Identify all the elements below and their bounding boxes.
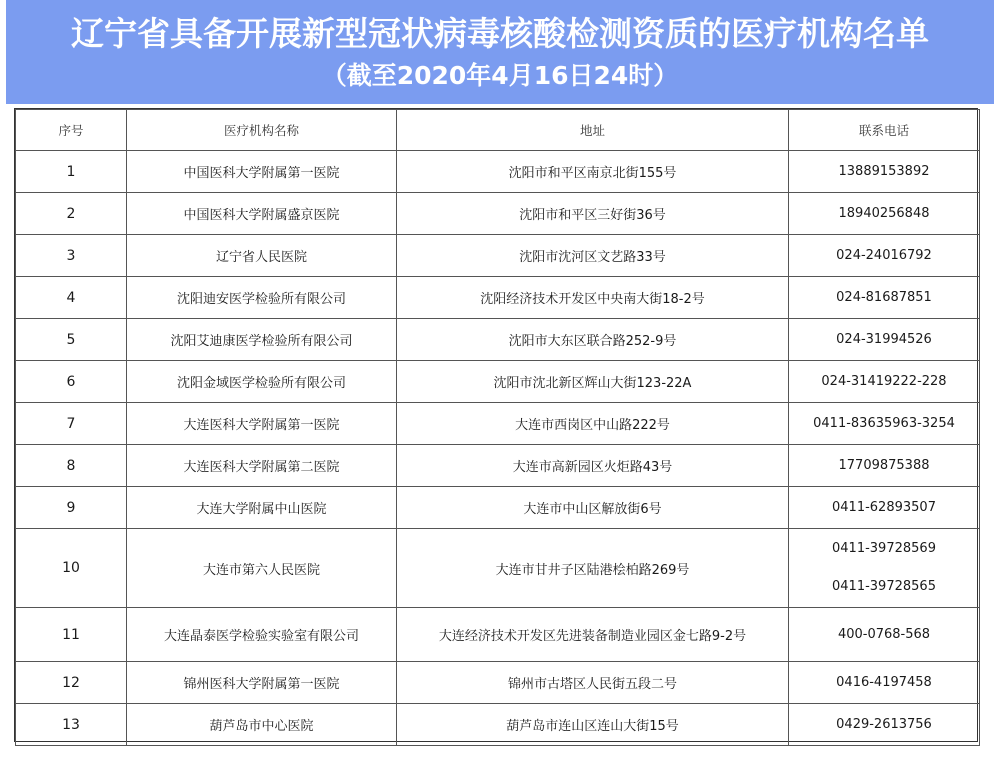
page-subtitle: （截至2020年4月16日24时） xyxy=(321,61,679,90)
column-header-address: 地址 xyxy=(397,110,789,151)
row-number: 13 xyxy=(16,704,127,746)
column-header-phone: 联系电话 xyxy=(789,110,980,151)
institution-name: 大连晶泰医学检验实验室有限公司 xyxy=(127,608,397,662)
table-row xyxy=(16,151,980,193)
institution-name: 锦州医科大学附属第一医院 xyxy=(127,662,397,704)
institution-name: 中国医科大学附属第一医院 xyxy=(127,151,397,193)
institution-phone: 024-31994526 xyxy=(789,319,980,361)
institution-phone: 024-24016792 xyxy=(789,235,980,277)
row-number: 3 xyxy=(16,235,127,277)
institution-phone-group xyxy=(789,529,980,608)
row-number: 2 xyxy=(16,193,127,235)
page-title: 辽宁省具备开展新型冠状病毒核酸检测资质的医疗机构名单 xyxy=(71,14,929,53)
table-row xyxy=(16,361,980,403)
table-row xyxy=(16,704,980,746)
table-row xyxy=(16,235,980,277)
institution-address: 沈阳市大东区联合路252-9号 xyxy=(397,319,789,361)
institution-phone: 13889153892 xyxy=(789,151,980,193)
institution-name: 沈阳艾迪康医学检验所有限公司 xyxy=(127,319,397,361)
institution-address: 沈阳经济技术开发区中央南大街18-2号 xyxy=(397,277,789,319)
title-banner xyxy=(6,0,994,104)
institution-address: 葫芦岛市连山区连山大街15号 xyxy=(397,704,789,746)
table-header-row xyxy=(16,110,980,151)
row-number: 4 xyxy=(16,277,127,319)
institution-name: 沈阳迪安医学检验所有限公司 xyxy=(127,277,397,319)
row-number: 7 xyxy=(16,403,127,445)
institution-phone: 0416-4197458 xyxy=(789,662,980,704)
institution-address: 沈阳市和平区南京北街155号 xyxy=(397,151,789,193)
institution-address: 锦州市古塔区人民街五段二号 xyxy=(397,662,789,704)
institution-phone: 024-31419222-228 xyxy=(789,361,980,403)
table-row xyxy=(16,403,980,445)
table-row xyxy=(16,319,980,361)
institution-name: 葫芦岛市中心医院 xyxy=(127,704,397,746)
institution-address: 大连市中山区解放街6号 xyxy=(397,487,789,529)
institution-phone: 400-0768-568 xyxy=(789,608,980,662)
table-row xyxy=(16,277,980,319)
institution-phone: 0411-83635963-3254 xyxy=(789,403,980,445)
institution-address: 大连市高新园区火炬路43号 xyxy=(397,445,789,487)
institution-name: 辽宁省人民医院 xyxy=(127,235,397,277)
institution-name: 大连大学附属中山医院 xyxy=(127,487,397,529)
table-row xyxy=(16,662,980,704)
column-header-number: 序号 xyxy=(16,110,127,151)
row-number: 11 xyxy=(16,608,127,662)
institution-name: 大连医科大学附属第一医院 xyxy=(127,403,397,445)
institution-phone: 024-81687851 xyxy=(789,277,980,319)
row-number: 10 xyxy=(16,529,127,608)
institution-name: 中国医科大学附属盛京医院 xyxy=(127,193,397,235)
row-number: 6 xyxy=(16,361,127,403)
institution-address: 沈阳市沈河区文艺路33号 xyxy=(397,235,789,277)
institution-address: 沈阳市和平区三好街36号 xyxy=(397,193,789,235)
institution-name: 大连医科大学附属第二医院 xyxy=(127,445,397,487)
row-number: 9 xyxy=(16,487,127,529)
row-number: 5 xyxy=(16,319,127,361)
institution-phone: 18940256848 xyxy=(789,193,980,235)
institution-name: 大连市第六人民医院 xyxy=(127,529,397,608)
institution-address: 大连经济技术开发区先进装备制造业园区金七路9-2号 xyxy=(397,608,789,662)
institution-name: 沈阳金域医学检验所有限公司 xyxy=(127,361,397,403)
column-header-name: 医疗机构名称 xyxy=(127,110,397,151)
institution-address: 沈阳市沈北新区辉山大街123-22A xyxy=(397,361,789,403)
row-number: 1 xyxy=(16,151,127,193)
table-row xyxy=(16,529,980,608)
table-row xyxy=(16,487,980,529)
row-number: 8 xyxy=(16,445,127,487)
table-row xyxy=(16,193,980,235)
institution-address: 大连市西岗区中山路222号 xyxy=(397,403,789,445)
institution-table xyxy=(14,108,978,742)
table-row xyxy=(16,608,980,662)
institution-phone: 0411-62893507 xyxy=(789,487,980,529)
table-row xyxy=(16,445,980,487)
institution-phone: 0411-39728569 xyxy=(832,541,936,556)
institution-phone: 0411-39728565 xyxy=(832,579,936,594)
institution-phone: 17709875388 xyxy=(789,445,980,487)
row-number: 12 xyxy=(16,662,127,704)
institution-address: 大连市甘井子区陆港桧柏路269号 xyxy=(397,529,789,608)
institution-phone: 0429-2613756 xyxy=(789,704,980,746)
